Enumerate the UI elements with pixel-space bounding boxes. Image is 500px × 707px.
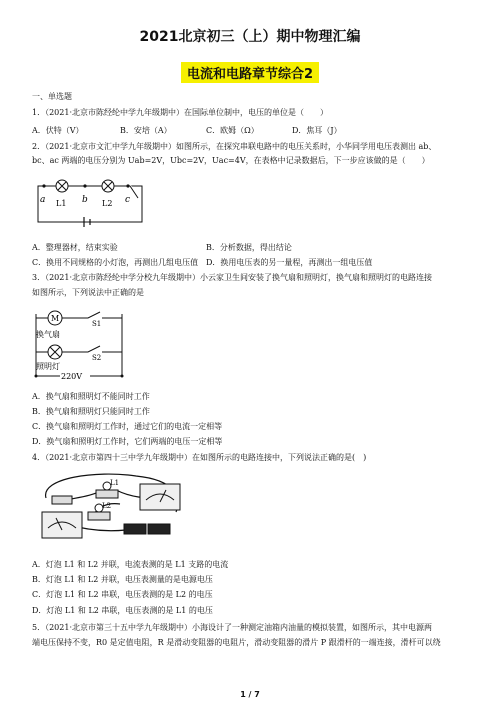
q2-label-b: b <box>82 195 88 205</box>
q3-fan-label: 换气扇 <box>36 330 60 339</box>
q4-l2-label: L2 <box>102 502 112 510</box>
subtitle-wrap <box>0 62 500 83</box>
q4-circuit-photo-figure <box>36 468 186 546</box>
q1-option-c: C．欧姆（Ω） <box>206 126 259 135</box>
page-number: 1 / 7 <box>240 690 260 699</box>
chapter-subtitle: 电流和电路章节综合2 <box>181 62 319 83</box>
q3-voltage-label: 220V <box>61 372 83 381</box>
q3-option-c: C．换气扇和照明灯工作时，通过它们的电流一定相等 <box>32 422 223 431</box>
q3-parallel-circuit-figure <box>30 304 130 388</box>
q4-l1-label: L1 <box>110 479 120 487</box>
q2-label-a: a <box>40 195 46 205</box>
q4-option-c: C．灯泡 L1 和 L2 串联，电压表测的是 L2 的电压 <box>32 590 213 599</box>
q4-option-a: A．灯泡 L1 和 L2 并联，电流表测的是 L1 支路的电流 <box>32 560 229 569</box>
q2-label-l2: L2 <box>102 199 113 208</box>
q1-option-d: D．焦耳（J） <box>292 126 342 135</box>
q4-stem: 4．（2021·北京市第四十三中学九年级期中）在如图所示的电路连接中，下列说法正确的是( ) <box>32 453 367 462</box>
q4-option-b: B．灯泡 L1 和 L2 并联，电压表测量的是电源电压 <box>32 575 213 584</box>
q5-line2: 端电压保持不变，R0 是定值电阻，R 是滑动变阻器的电阻片，滑动变阻器的滑片 P 跟滑杆的一端连接，滑杆可以绕 <box>32 638 441 647</box>
q3-motor-symbol: M <box>51 314 60 323</box>
q2-line1: 2．（2021·北京市文汇中学九年级期中）如图所示，在探究串联电路中的电压关系时，小华同学用电压表测出 ab、 <box>32 142 437 151</box>
q2-series-circuit-figure <box>30 172 150 234</box>
q1-stem: 1．（2021·北京市陈经纶中学九年级期中）在国际单位制中，电压的单位是（ ） <box>32 108 328 117</box>
q3-s2-label: S2 <box>92 354 102 362</box>
q4-option-d: D．灯泡 L1 和 L2 串联，电压表测的是 L1 的电压 <box>32 606 213 615</box>
q3-line2: 如图所示，下列说法中正确的是 <box>32 288 144 297</box>
q3-s1-label: S1 <box>92 320 102 328</box>
q5-line1: 5．（2021·北京市第三十五中学九年级期中）小海设计了一种测定油箱内油量的模拟装置，如图所示，其中电源两 <box>32 623 432 632</box>
q2-line2: bc、ac 两端的电压分别为 Uab=2V，Ubc=2V，Uac=4V，在表格中记录数据后，下一步应该做的是（ ） <box>32 156 430 165</box>
q3-lamp-label: 照明灯 <box>36 362 60 371</box>
q2-label-l1: L1 <box>56 199 67 208</box>
q3-option-a: A．换气扇和照明灯不能同时工作 <box>32 392 150 401</box>
q1-option-b: B．安培（A） <box>120 126 172 135</box>
q1-option-a: A．伏特（V） <box>32 126 84 135</box>
q2-option-b: B．分析数据，得出结论 <box>206 243 292 252</box>
q3-line1: 3．（2021·北京市陈经纶中学分校九年级期中）小云家卫生间安装了换气扇和照明灯，换气扇和照明灯的电路连接 <box>32 273 432 282</box>
page-title: 2021北京初三（上）期中物理汇编 <box>139 29 361 45</box>
q2-label-c: c <box>125 195 131 205</box>
q3-option-d: D．换气扇和照明灯工作时，它们两端的电压一定相等 <box>32 437 223 446</box>
q2-option-c: C．换用不同规格的小灯泡，再测出几组电压值 <box>32 258 199 267</box>
q2-option-d: D．换用电压表的另一量程，再测出一组电压值 <box>206 258 373 267</box>
q3-option-b: B．换气扇和照明灯只能同时工作 <box>32 407 150 416</box>
section-heading: 一、单选题 <box>32 92 72 101</box>
q2-option-a: A．整理器材，结束实验 <box>32 243 118 252</box>
